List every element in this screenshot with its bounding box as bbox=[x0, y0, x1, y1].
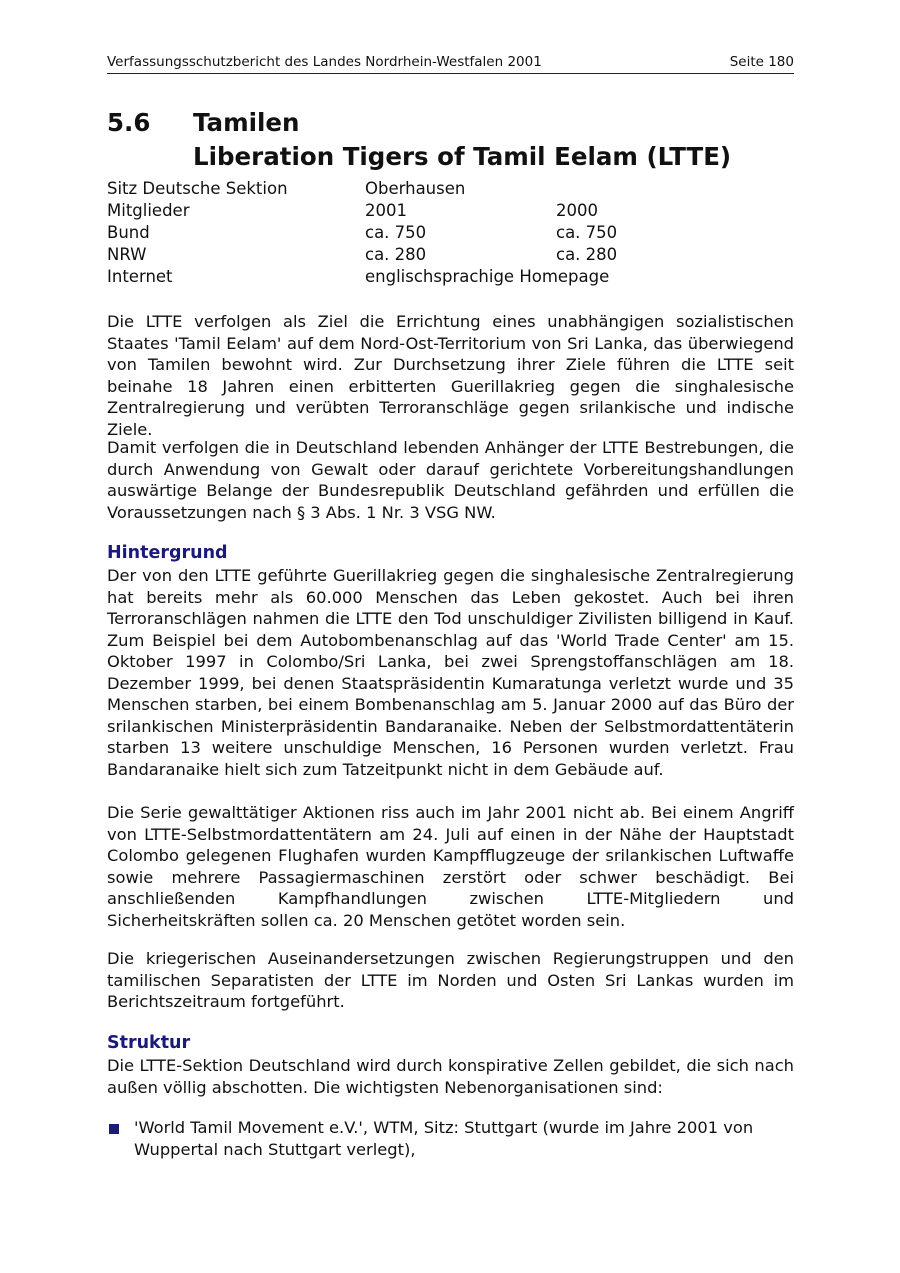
facts-label: Mitglieder bbox=[107, 201, 190, 220]
paragraph-legal-basis: Damit verfolgen die in Deutschland lebenden Anhänger der LTTE Bestrebungen, die durch Anwendung von Gewalt oder darauf gerichtete Vorbereitungshandlungen auswärtige Belange der Bundesrepublik Deutschland gefährden und erfüllen die Voraussetzungen nach § 3 Abs. 1 Nr. 3 VSG NW. bbox=[107, 438, 794, 522]
facts-value: ca. 280 bbox=[365, 245, 427, 264]
header-document-title: Verfassungsschutzbericht des Landes Nordrhein-Westfalen 2001 bbox=[107, 54, 542, 70]
list-item bbox=[107, 1117, 794, 1161]
section-number: 5.6 bbox=[107, 108, 151, 137]
facts-value: ca. 750 bbox=[556, 223, 618, 242]
paragraph-goals: Die LTTE verfolgen als Ziel die Errichtung eines unabhängigen sozialistischen Staates 'Tamil Eelam' auf dem Nord-Ost-Territorium von Sri Lanka, das überwiegend von Tamilen bewohnt wird. Zur Durchsetzung ihrer Ziele führen die LTTE seit beinahe 18 Jahren einen erbitterten Guerillakrieg gegen die singhalesische Zentralregierung und verübten Terroranschläge gegen srilankische und indische Ziele. bbox=[107, 312, 794, 439]
facts-value: 2001 bbox=[365, 201, 407, 220]
facts-value: Oberhausen bbox=[365, 179, 466, 198]
paragraph-background: Der von den LTTE geführte Guerillakrieg gegen die singhalesische Zentralregierung hat bereits mehr als 60.000 Menschen das Leben gekostet. Auch bei ihren Terroranschlägen nahmen die LTTE den Tod unschuldiger Zivilisten billigend in Kauf. Zum Beispiel bei dem Autobombenanschlag auf das 'World Trade Center' am 15. Oktober 1997 in Colombo/Sri Lanka, bei zwei Sprengstoffanschlägen am 18. Dezember 1999, bei denen Staatspräsidentin Kumaratunga verletzt wurde und 35 Menschen starben, bei einem Bombenanschlag am 5. Januar 2000 auf das Büro der srilankischen Ministerpräsidentin Bandaranaike. Neben der Selbstmordattentäterin starben 13 weitere unschuldige Menschen, 16 Personen wurden verletzt. Frau Bandaranaike hielt sich zum Tatzeitpunkt nicht in dem Gebäude auf. bbox=[107, 566, 794, 779]
paragraph-attacks-2001: Die Serie gewalttätiger Aktionen riss auch im Jahr 2001 nicht ab. Bei einem Angriff von LTTE-Selbstmordattentätern am 24. Juli auf einen in der Nähe der Hauptstadt Colombo gelegenen Flughafen wurden Kampfflugzeuge der srilankischen Luftwaffe sowie mehrere Passagiermaschinen zerstört oder schwer beschädigt. Bei anschließenden Kampfhandlungen zwischen LTTE-Mitgliedern und Sicherheitskräften sollen ca. 20 Menschen getötet worden sein. bbox=[107, 803, 794, 930]
section-title-line2: Liberation Tigers of Tamil Eelam (LTTE) bbox=[193, 142, 732, 171]
paragraph-structure: Die LTTE-Sektion Deutschland wird durch konspirative Zellen gebildet, die sich nach außen völlig abschotten. Die wichtigsten Nebenorganisationen sind: bbox=[107, 1056, 794, 1097]
heading-struktur: Struktur bbox=[107, 1033, 191, 1053]
facts-label: NRW bbox=[107, 245, 147, 264]
facts-value: ca. 750 bbox=[365, 223, 427, 242]
paragraph-conflict: Die kriegerischen Auseinandersetzungen zwischen Regierungstruppen und den tamilischen Separatisten der LTTE im Norden und Osten Sri Lankas wurden im Berichtszeitraum fortgeführt. bbox=[107, 949, 794, 1011]
facts-value: 2000 bbox=[556, 201, 598, 220]
heading-hintergrund: Hintergrund bbox=[107, 543, 228, 563]
square-bullet-icon bbox=[109, 1124, 119, 1134]
header-page-number: Seite 180 bbox=[729, 54, 794, 70]
section-title-line1: Tamilen bbox=[193, 108, 300, 137]
page-header bbox=[107, 53, 794, 74]
facts-label: Internet bbox=[107, 267, 173, 286]
facts-value: ca. 280 bbox=[556, 245, 618, 264]
facts-label: Bund bbox=[107, 223, 150, 242]
list-item-text: 'World Tamil Movement e.V.', WTM, Sitz: Stuttgart (wurde im Jahre 2001 von Wuppertal nach Stuttgart verlegt), bbox=[134, 1118, 754, 1159]
section-title bbox=[107, 106, 794, 174]
facts-value: englischsprachige Homepage bbox=[365, 267, 610, 286]
facts-label: Sitz Deutsche Sektion bbox=[107, 179, 288, 198]
